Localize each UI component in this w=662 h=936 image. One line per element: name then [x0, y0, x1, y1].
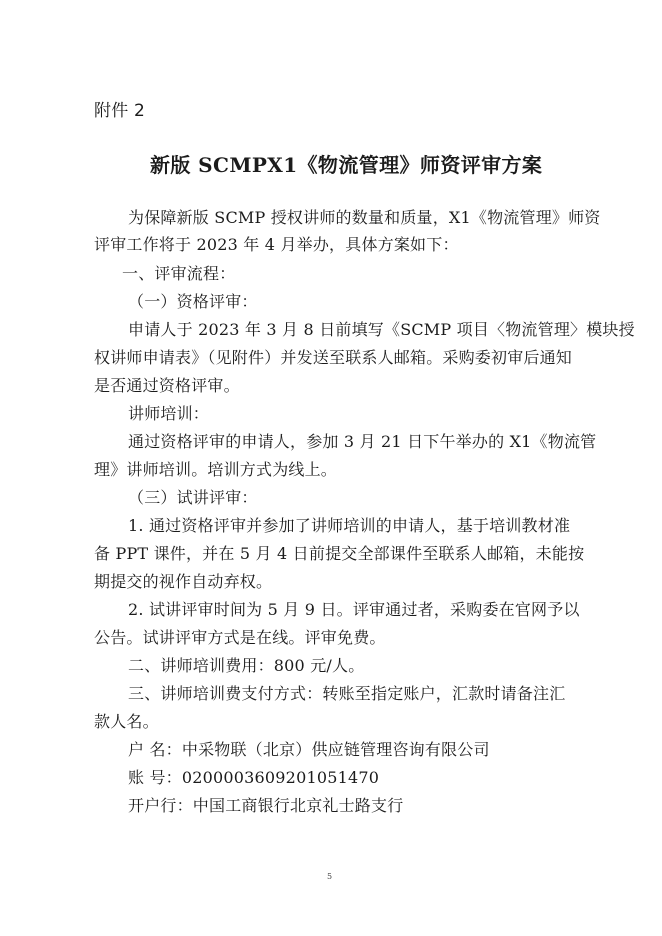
subheading-training: 讲师培训： [128, 404, 210, 423]
annex-label: 附件 2 [94, 101, 146, 121]
page-number: 5 [327, 872, 333, 881]
trial-item-2-line-2: 公告。试讲评审方式是在线。评审免费。 [94, 628, 386, 647]
qualification-line-3: 是否通过资格评审。 [94, 376, 240, 395]
payment-line-2: 款人名。 [94, 712, 159, 731]
trial-item-2-line-1: 2. 试讲评审时间为 5 月 9 日。评审通过者，采购委在官网予以 [128, 600, 580, 619]
subheading-qualification: （一）资格评审： [128, 292, 258, 311]
qualification-line-2: 权讲师申请表》（见附件）并发送至联系人邮箱。采购委初审后通知 [94, 348, 573, 367]
subheading-trial-review: （三）试讲评审： [128, 488, 258, 507]
account-number: 账 号：0200003609201051470 [128, 768, 380, 787]
intro-line-1: 为保障新版 SCMP 授权讲师的数量和质量，X1《物流管理》师资 [128, 208, 601, 227]
qualification-line-1: 申请人于 2023 年 3 月 8 日前填写《SCMP 项目〈物流管理〉模块授 [128, 320, 635, 339]
trial-item-1-line-1: 1. 通过资格评审并参加了讲师培训的申请人，基于培训教材准 [128, 516, 571, 535]
account-bank: 开户行：中国工商银行北京礼士路支行 [128, 796, 404, 815]
section-heading-process: 一、评审流程： [122, 264, 236, 283]
trial-item-1-line-2: 备 PPT 课件，并在 5 月 4 日前提交全部课件至联系人邮箱，未能按 [94, 544, 585, 563]
account-name: 户 名：中采物联（北京）供应链管理咨询有限公司 [128, 740, 490, 759]
training-line-2: 理》讲师培训。培训方式为线上。 [94, 460, 338, 479]
trial-item-1-line-3: 期提交的视作自动弃权。 [94, 572, 273, 591]
intro-line-2: 评审工作将于 2023 年 4 月举办，具体方案如下： [94, 235, 459, 254]
document-title: 新版 SCMPX1《物流管理》师资评审方案 [150, 153, 543, 177]
section-heading-fee: 二、讲师培训费用：800 元/人。 [128, 656, 365, 675]
training-line-1: 通过资格评审的申请人，参加 3 月 21 日下午举办的 X1《物流管 [128, 432, 597, 451]
section-heading-payment: 三、讲师培训费支付方式：转账至指定账户，汇款时请备注汇 [128, 684, 566, 703]
